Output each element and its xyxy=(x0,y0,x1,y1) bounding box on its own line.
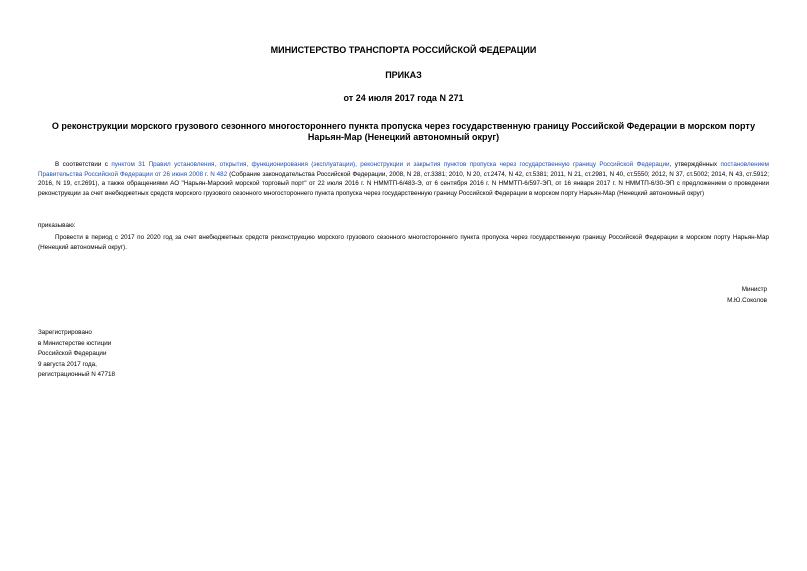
registration-line: Зарегистрировано xyxy=(38,329,92,336)
order-date-number: от 24 июля 2017 года N 271 xyxy=(343,93,464,103)
signatory-position: Министр xyxy=(741,286,767,293)
ordered-word: приказываю: xyxy=(38,222,76,229)
document-title: О реконструкции морского грузового сезонного многостороннего пункта пропуска через государственную границу Российской Федерации в морском порту Нарьян-Мар (Ненецкий автономный округ) xyxy=(51,121,756,142)
basis-text-2: , утверждённых xyxy=(669,161,721,168)
basis-text-3: (Собрание законодательства Российской Федерации, 2008, N 28, ст.3381; 2010, N 20, ст.2474, N 42, ст.5381; 2011, N 21, ст.2981, N 40, ст.5550; 2012, N 37, ст.5002; 2014, N 43, ст.5912; 2016, N 19, ст.2691), а также обращениями АО "Нарьян-Марский морской торговый порт" от 22 июля 2016 г. N НММТП-6/483-Э, от 6 сентября 2016 г. N НММТП-6/597-ЭП, от 16 января 2017 г. N НММТП-6/30-ЭП с предложением о проведении реконструкции за счет внебюджетных средств морского грузового сезонного многостороннего пункта пропуска через государственную границу Российской Федерации в морском порту Нарьян-Мар (Ненецкий автономный округ) xyxy=(38,170,770,197)
signatory-name: М.Ю.Соколов xyxy=(727,297,767,304)
registration-number: регистрационный N 47718 xyxy=(38,371,116,378)
basis-text-1: В соответствии с xyxy=(55,161,112,168)
decision-paragraph: Провести в период с 2017 по 2020 год за счет внебюджетных средств реконструкцию морского грузового сезонного многостороннего пункта пропуска через государственную границу Российской Федерации в морском порту Нарьян-Мар (Ненецкий автономный округ). xyxy=(38,234,769,251)
order-heading: ПРИКАЗ xyxy=(385,70,422,80)
ministry-name: МИНИСТЕРСТВО ТРАНСПОРТА РОССИЙСКОЙ ФЕДЕРАЦИИ xyxy=(270,45,537,55)
resolution-link[interactable]: постановлением Правительства Российской Федерации от 26 июня 2008 г. N 482 xyxy=(38,161,770,178)
rules-link[interactable]: пунктом 31 Правил установления, открытия, функционирования (эксплуатации), реконструкции и закрытия пунктов пропуска через государственную границу Российской Федерации xyxy=(111,161,670,168)
basis-paragraph xyxy=(38,160,769,198)
registration-line: Российской Федерации xyxy=(38,350,107,357)
registration-line: в Министерстве юстиции xyxy=(38,340,112,347)
registration-date: 9 августа 2017 года, xyxy=(38,361,97,368)
